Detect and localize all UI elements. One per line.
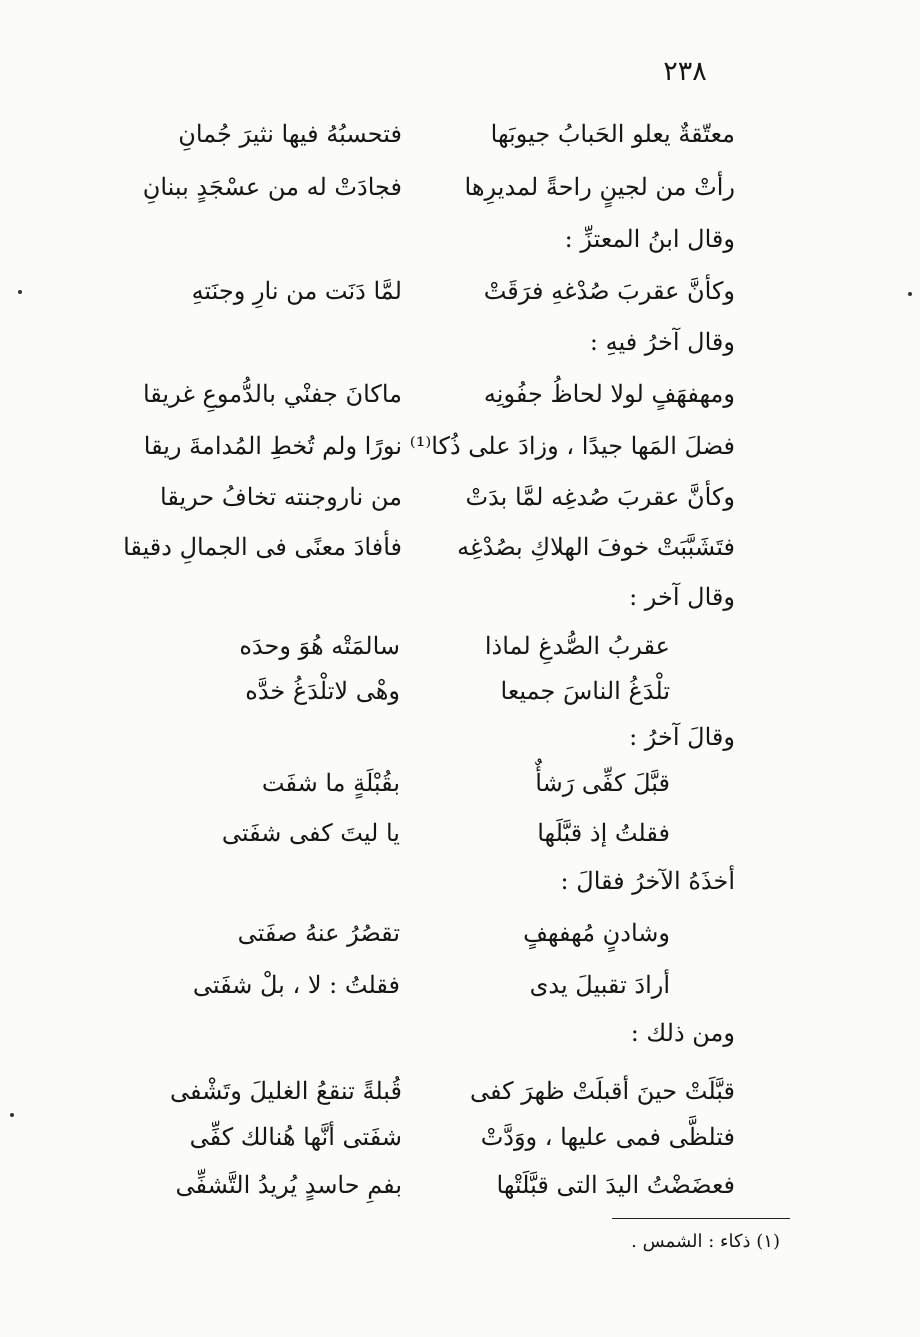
verse-first-hemistich: قبَّلَ كفِّى رَشأٌ <box>535 769 670 797</box>
page-number: ٢٣٨ <box>663 56 707 87</box>
verse-second-hemistich: فجادَتْ له من عسْجَدٍ ببنانِ <box>142 173 402 201</box>
verse-first-hemistich: ومهفهَفٍ لولا لحاظُ جفُونِه <box>483 380 735 408</box>
section-heading: وقال ابنُ المعتزِّ : <box>564 225 735 253</box>
verse-first-hemistich: وكأنَّ عقربَ صُدغِه لمَّا بدَتْ <box>465 483 735 511</box>
verse-second-hemistich: نورًا ولم تُخطِ المُدامةَ ريقا <box>143 432 402 460</box>
verse-second-hemistich: يا ليتَ كفى شفَتى <box>221 819 400 847</box>
verse-first-hemistich: فتلظَّى فمى عليها ، ووَدَّتْ <box>480 1123 735 1151</box>
verse-second-hemistich: ماكانَ جفنْي بالدُّموعِ غريقا <box>142 380 402 408</box>
verse-first-hemistich: فعضَضْتُ اليدَ التى قبَّلَتْها <box>496 1171 735 1199</box>
verse-second-hemistich: فتحسبُهُ فيها نثيرَ جُمانِ <box>178 120 402 148</box>
verse-first-hemistich: وكأنَّ عقربَ صُدْغهِ فرَقَتْ <box>483 277 735 305</box>
verse-second-hemistich: قُبلةً تنقعُ الغليلَ وتَشْفى <box>170 1077 402 1105</box>
verse-first-hemistich: قبَّلَتْ حينَ أقبلَتْ ظهرَ كفى <box>470 1077 735 1105</box>
verse-second-hemistich: شفَتى أنَّها هُنالك كفِّى <box>189 1123 402 1151</box>
footnote: (١) ذكاء : الشمس . <box>631 1231 780 1252</box>
verse-first-hemistich: وشادنٍ مُهفهفٍ <box>523 919 670 947</box>
verse-first-hemistich: فقلتُ إذ قبَّلَها <box>537 819 670 847</box>
verse-second-hemistich: سالمَتْه هُوَ وحدَه <box>239 632 400 660</box>
section-heading: ومن ذلك : <box>630 1019 735 1047</box>
verse-second-hemistich: تقصُرُ عنهُ صفَتى <box>237 919 400 947</box>
verse-first-hemistich: فضلَ المَها جيدًا ، وزادَ على ذُكا⁽¹⁾ <box>409 432 735 460</box>
verse-second-hemistich: بفمِ حاسدٍ يُريدُ التَّشفِّى <box>175 1171 402 1199</box>
footnote-rule <box>612 1218 790 1219</box>
verse-first-hemistich: أرادَ تقبيلَ يدى <box>529 971 670 999</box>
verse-second-hemistich: فقلتُ : لا ، بلْ شفَتى <box>192 971 400 999</box>
verse-second-hemistich: بقُبْلَةٍ ما شفَت <box>261 769 400 797</box>
scan-speck <box>10 1113 14 1117</box>
section-heading: وقال آخرُ فيهِ : <box>589 328 735 356</box>
verse-second-hemistich: لمَّا دَنَت من نارِ وجنَتهِ <box>191 277 402 305</box>
verse-second-hemistich: فأفادَ معنًى فى الجمالِ دقيقا <box>123 533 402 561</box>
verse-first-hemistich: عقربُ الصُّدغِ لماذا <box>484 632 670 660</box>
verse-first-hemistich: معتّقةٌ يعلو الحَبابُ جيوبَها <box>490 120 735 148</box>
verse-first-hemistich: فتَشَبَّبَتْ خوفَ الهلاكِ بصُدْغِه <box>457 533 735 561</box>
verse-first-hemistich: تلْدَغُ الناسَ جميعا <box>500 677 670 705</box>
section-heading: أخذَهُ الآخرُ فقالَ : <box>560 867 735 895</box>
section-heading: وقالَ آخرُ : <box>629 723 735 751</box>
verse-second-hemistich: وهْى لاتلْدَغُ خدَّه <box>245 677 400 705</box>
section-heading: وقال آخر : <box>629 583 735 611</box>
scan-speck <box>908 292 912 296</box>
scan-speck <box>18 290 22 294</box>
verse-second-hemistich: من ناروجنته تخافُ حريقا <box>160 483 402 511</box>
verse-first-hemistich: رأتْ من لجينٍ راحةً لمديرِها <box>464 173 735 201</box>
